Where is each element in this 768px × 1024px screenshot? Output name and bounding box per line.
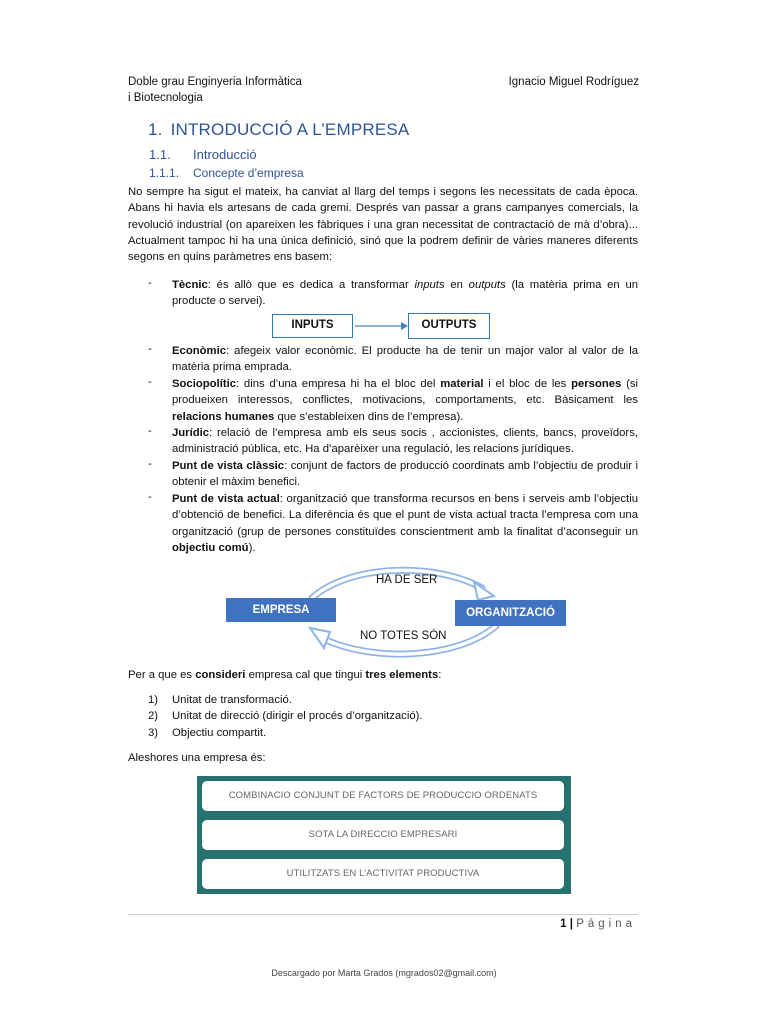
actual-text-1: : organització que transforma recursos en bens i serveis amb l’objectiu d’obtenció de benefici. La diferència és que el punt de vista actual tracta l’empresa com una organització (grup de persones constituïdes conscientment amb la finalitat d’aconseguir un bbox=[172, 493, 638, 538]
elements-text-3: : bbox=[438, 669, 442, 681]
list-item bbox=[148, 708, 423, 724]
heading-1-number: 1. bbox=[148, 120, 163, 139]
term-economic: Econòmic bbox=[172, 345, 226, 357]
flow-arrow-icon bbox=[353, 318, 409, 334]
sociopolitic-text-1: : dins d’una empresa hi ha el bloc del bbox=[236, 378, 441, 390]
term-classic: Punt de vista clàssic bbox=[172, 460, 285, 472]
bullet-mark: - bbox=[148, 491, 152, 503]
definition-panel bbox=[197, 776, 571, 894]
tecnic-text-3: (la matèria prima en un producte o servei). bbox=[172, 279, 639, 308]
footer-divider bbox=[128, 914, 638, 915]
definition-intro: Aleshores una empresa és: bbox=[128, 752, 266, 764]
elements-intro bbox=[128, 667, 638, 683]
bullet-mark: - bbox=[148, 277, 152, 289]
outputs-box: OUTPUTS bbox=[408, 313, 490, 339]
economic-text: : afegeix valor econòmic. El producte ha de tenir un major valor al valor de la matèria prima emprada. bbox=[172, 345, 638, 374]
list-item-number: 1) bbox=[148, 694, 159, 706]
term-sociopolitic: Sociopolític bbox=[172, 378, 237, 390]
tecnic-text-1: : és allò que es dedica a transformar bbox=[207, 279, 415, 291]
list-item bbox=[148, 692, 423, 708]
elements-tres-elements: tres elements bbox=[365, 669, 439, 681]
empresa-box: EMPRESA bbox=[226, 598, 336, 622]
page-separator: | bbox=[569, 918, 573, 930]
sociopolitic-relacions: relacions humanes bbox=[172, 410, 275, 423]
sociopolitic-material: material bbox=[440, 378, 484, 390]
page-word: Página bbox=[576, 918, 636, 930]
bullet-tecnic bbox=[172, 277, 638, 310]
juridic-text: : relació de l’empresa amb els seus socis , accionistes, clients, bancs, proveïdors, administració pública, etc. Ha d’aparèixer una regulació, les relacions jurídiques. bbox=[172, 427, 638, 456]
elements-list bbox=[148, 692, 423, 741]
bullet-mark: - bbox=[148, 458, 152, 470]
intro-paragraph: No sempre ha sigut el mateix, ha canviat al llarg del temps i segons les necessitats de cada època. Abans hi havia els artesans de cada gremi. Després van passar a grans campanyes comercials, la revolució industrial (on apareixen les fàbriques i una gran necessitat de contractació de mà d’obra)... Actualment tampoc hi ha una única definició, sinó que la podrem definir de vàries maneres diferents segons en quins paràmetres ens basem: bbox=[128, 186, 638, 264]
list-item bbox=[148, 725, 423, 741]
actual-text-2: ). bbox=[248, 541, 256, 554]
page-number bbox=[560, 918, 636, 930]
heading-2-number: 1.1. bbox=[149, 147, 171, 162]
header-course bbox=[128, 74, 302, 106]
tecnic-text-2: en bbox=[444, 279, 469, 291]
header-course-line1: Doble grau Enginyeria Informàtica bbox=[128, 76, 302, 88]
elements-consideri: consideri bbox=[195, 669, 246, 681]
page-number-value: 1 bbox=[560, 918, 567, 930]
heading-3-number: 1.1.1. bbox=[149, 166, 180, 180]
list-item-number: 2) bbox=[148, 710, 159, 723]
elements-text-1: Per a que es bbox=[128, 669, 196, 681]
bullet-mark: - bbox=[148, 376, 152, 388]
list-item-text: Objectiu compartit. bbox=[172, 726, 267, 739]
heading-1 bbox=[148, 120, 409, 140]
tecnic-inputs: inputs bbox=[414, 279, 445, 291]
cycle-bottom-label: NO TOTES SÓN bbox=[360, 630, 447, 642]
sociopolitic-text-3: (si produeixen interessos, conflictes, motivacions, comportaments, etc. Bàsicament les bbox=[172, 378, 638, 407]
definition-item: UTILITZATS EN L’ACTIVITAT PRODUCTIVA bbox=[202, 859, 564, 889]
sociopolitic-persones: persones bbox=[571, 378, 622, 390]
bullet-sociopolitic bbox=[172, 376, 638, 425]
tecnic-outputs: outputs bbox=[468, 279, 506, 291]
bullet-actual bbox=[172, 491, 638, 556]
download-footer: Descargado por Marta Grados (mgrados02@gmail.com) bbox=[271, 968, 497, 978]
sociopolitic-text-2: i el bloc de les bbox=[483, 378, 572, 390]
inputs-box: INPUTS bbox=[272, 314, 353, 338]
heading-3 bbox=[149, 166, 304, 180]
classic-text: : conjunt de factors de producció coordinats amb l’objectiu de produir i obtenir el màxim benefici. bbox=[172, 460, 638, 489]
term-juridic: Jurídic bbox=[172, 427, 210, 439]
header-author: Ignacio Miguel Rodríguez bbox=[508, 76, 639, 88]
sociopolitic-text-4: que s’estableixen dins de l’empresa). bbox=[274, 410, 464, 423]
definition-item: SOTA LA DIRECCIO EMPRESARI bbox=[202, 820, 564, 850]
term-actual: Punt de vista actual bbox=[172, 493, 280, 505]
actual-objectiu-comu: objectiu comú bbox=[172, 541, 249, 554]
bullet-economic bbox=[172, 343, 638, 376]
heading-2-text: Introducció bbox=[193, 147, 257, 162]
list-item-text: Unitat de transformació. bbox=[172, 694, 292, 706]
organitzacio-box: ORGANITZACIÓ bbox=[455, 600, 566, 626]
list-item-number: 3) bbox=[148, 726, 159, 739]
heading-3-text: Concepte d’empresa bbox=[193, 166, 304, 180]
bullet-classic bbox=[172, 458, 638, 491]
bullet-mark: - bbox=[148, 425, 152, 437]
header-course-line2: i Biotecnologia bbox=[128, 92, 203, 104]
cycle-top-label: HA DE SER bbox=[376, 574, 438, 586]
heading-2 bbox=[149, 147, 257, 162]
term-tecnic: Tècnic bbox=[172, 279, 208, 291]
list-item-text: Unitat de direcció (dirigir el procés d’organització). bbox=[172, 710, 423, 723]
elements-text-2: empresa cal que tingui bbox=[245, 669, 366, 681]
heading-1-text: INTRODUCCIÓ A L’EMPRESA bbox=[170, 120, 410, 139]
bullet-mark: - bbox=[148, 343, 152, 355]
definition-item: COMBINACIO CONJUNT DE FACTORS DE PRODUCCIO ORDENATS bbox=[202, 781, 564, 811]
bullet-juridic bbox=[172, 425, 638, 458]
